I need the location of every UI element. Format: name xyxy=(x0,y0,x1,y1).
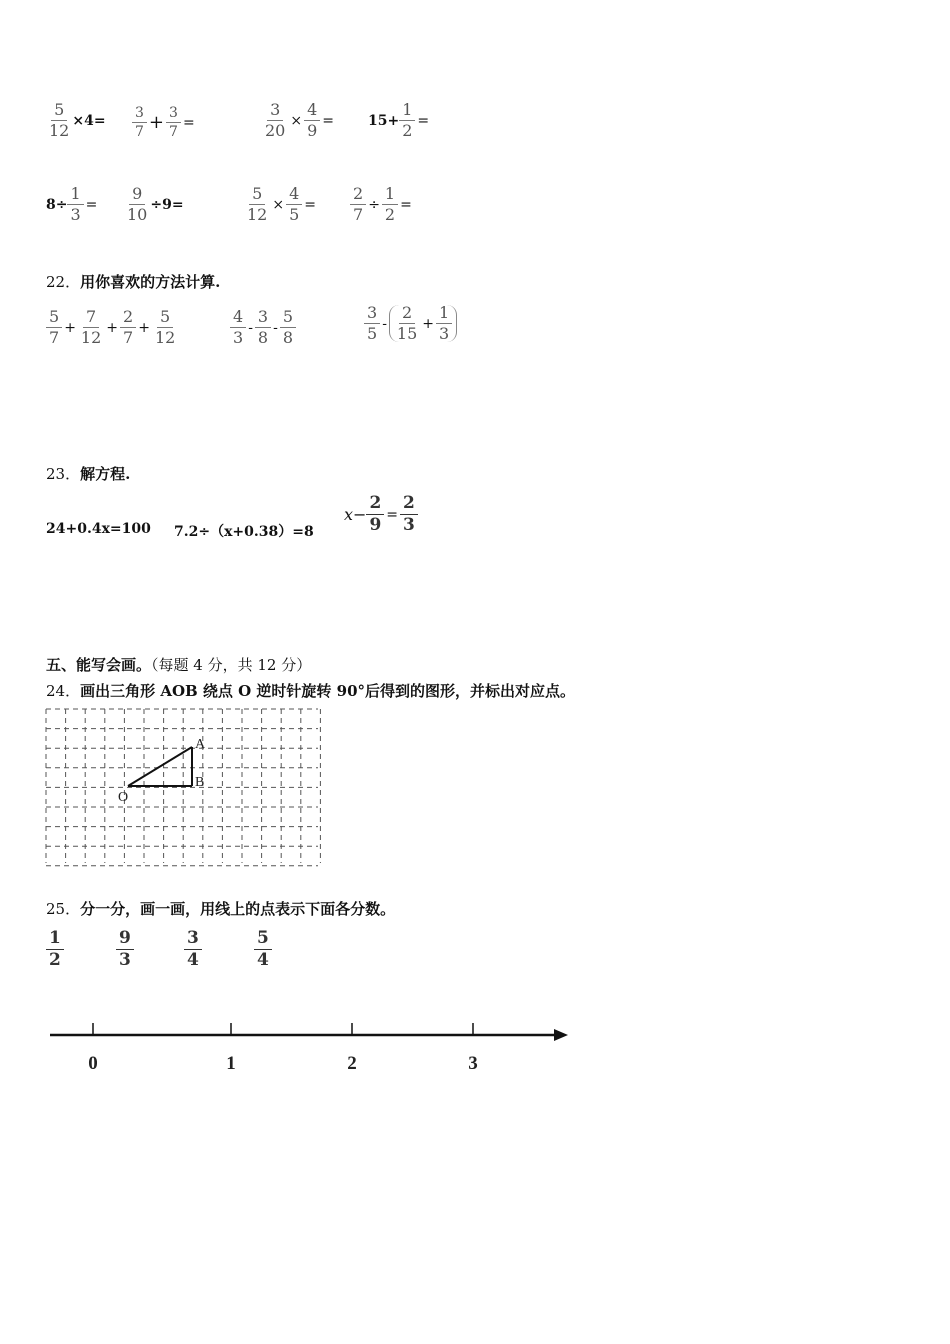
fraction: $\frac{3}{8}$ xyxy=(255,309,271,346)
fraction: $\frac{1}{2}$ xyxy=(382,186,398,223)
fraction: $\frac{1}{2}$ xyxy=(399,102,415,139)
question-title: 用你喜欢的方法计算. xyxy=(80,273,221,291)
fraction: $\frac{3}{7}$ xyxy=(132,106,147,139)
question-number: 25． xyxy=(46,900,81,918)
q22-expr-1 xyxy=(46,309,178,346)
question-title: 分一分，画一画，用线上的点表示下面各分数。 xyxy=(80,900,396,918)
equation-3 xyxy=(344,495,418,534)
fraction: $\frac{4}{9}$ xyxy=(304,102,320,139)
q22-expr-2 xyxy=(230,309,296,346)
section-title: 五、能写会画。 xyxy=(46,656,152,674)
fraction: $\frac{2}{3}$ xyxy=(400,495,418,534)
fraction: $\frac{3}{7}$ xyxy=(166,106,181,139)
q25-heading xyxy=(46,898,395,919)
fraction: $\frac{5}{8}$ xyxy=(280,309,296,346)
expr-lead: 15+ xyxy=(368,112,400,129)
fraction: $\frac{5}{7}$ xyxy=(46,309,62,346)
fraction: $\frac{7}{12}$ xyxy=(80,307,102,347)
equals: = xyxy=(85,196,98,213)
axis-label-0: 0 xyxy=(88,1053,98,1074)
fraction: $\frac{5}{12}$ xyxy=(154,307,176,347)
operator: + xyxy=(64,319,76,336)
q24-heading xyxy=(46,680,575,701)
point-a-label: A xyxy=(195,737,206,752)
section-5-heading xyxy=(46,654,311,675)
number-line xyxy=(40,1015,580,1080)
parentheses xyxy=(389,305,457,342)
equals: = xyxy=(386,506,399,523)
fraction: $\frac{3}{20}$ xyxy=(265,100,286,140)
fraction-3: $\frac{3}{4}$ xyxy=(184,930,202,969)
q21-expr-7 xyxy=(244,186,318,223)
q22-heading xyxy=(46,271,220,292)
expr-tail: ÷9= xyxy=(150,196,184,213)
axis-label-3: 3 xyxy=(468,1053,478,1074)
q21-expr-4 xyxy=(368,102,431,139)
fraction: $\frac{3}{5}$ xyxy=(364,305,380,342)
equals: = xyxy=(304,196,317,213)
question-title: 画出三角形 AOB 绕点 O 逆时针旋转 90°后得到的图形，并标出对应点。 xyxy=(80,682,576,700)
fraction: $\frac{2}{7}$ xyxy=(350,186,366,223)
point-b-label: B xyxy=(195,775,205,790)
fraction: $\frac{1}{3}$ xyxy=(67,186,83,223)
q21-expr-1 xyxy=(46,102,106,139)
operator: - xyxy=(273,319,278,336)
equals: = xyxy=(400,196,412,213)
axis-label-1: 1 xyxy=(226,1053,236,1074)
side-oa xyxy=(128,747,192,786)
triangle-aob xyxy=(128,747,192,786)
operator: - xyxy=(382,315,387,332)
fraction-1: $\frac{1}{2}$ xyxy=(46,930,64,969)
operator: × xyxy=(290,112,303,129)
operator: - xyxy=(248,319,253,336)
equation-2: 7.2÷（x+0.38）=8 xyxy=(174,524,314,540)
q21-expr-8 xyxy=(350,186,414,223)
equals: = xyxy=(182,114,195,131)
fraction-4: $\frac{5}{4}$ xyxy=(254,930,272,969)
dashed-grid xyxy=(46,709,320,866)
question-number: 23． xyxy=(46,465,81,483)
fraction-2: $\frac{9}{3}$ xyxy=(116,930,134,969)
equation-1: 24+0.4x=100 xyxy=(46,521,151,537)
fraction: $\frac{9}{10}$ xyxy=(127,184,148,224)
q21-expr-3 xyxy=(262,102,336,139)
fraction: $\frac{4}{3}$ xyxy=(230,309,246,346)
q22-expr-3 xyxy=(364,305,457,342)
q21-expr-5 xyxy=(46,186,99,223)
fraction: $\frac{2}{15}$ xyxy=(396,303,418,343)
q23-heading xyxy=(46,463,130,484)
equals: = xyxy=(322,112,335,129)
fraction: $\frac{5}{12}$ xyxy=(247,184,268,224)
fraction: $\frac{2}{7}$ xyxy=(120,309,136,346)
rotation-grid-diagram xyxy=(44,707,324,867)
expr-lead: 8÷ xyxy=(46,196,68,213)
expr-tail: ×4= xyxy=(72,112,106,129)
equals: = xyxy=(417,112,430,129)
expr-lead: x− xyxy=(344,505,367,524)
point-o-label: O xyxy=(118,790,129,805)
operator: + xyxy=(422,315,435,332)
question-number: 24． xyxy=(46,682,81,700)
fraction: $\frac{2}{9}$ xyxy=(366,495,384,534)
section-note: （每题 4 分，共 12 分） xyxy=(151,656,312,674)
question-number: 22． xyxy=(46,273,81,291)
axis-label-2: 2 xyxy=(347,1053,357,1074)
axis-arrow-icon xyxy=(554,1029,568,1041)
question-title: 解方程. xyxy=(80,465,131,483)
fraction: $\frac{5}{12}$ xyxy=(49,100,70,140)
operator: ÷ xyxy=(368,196,380,213)
q21-expr-6 xyxy=(124,186,184,223)
operator: + xyxy=(138,319,150,336)
operator: + xyxy=(148,112,165,133)
operator: + xyxy=(106,319,119,336)
fraction: $\frac{4}{5}$ xyxy=(286,186,302,223)
operator: × xyxy=(272,196,285,213)
fraction: $\frac{1}{3}$ xyxy=(436,305,452,342)
q21-expr-2 xyxy=(132,106,197,139)
